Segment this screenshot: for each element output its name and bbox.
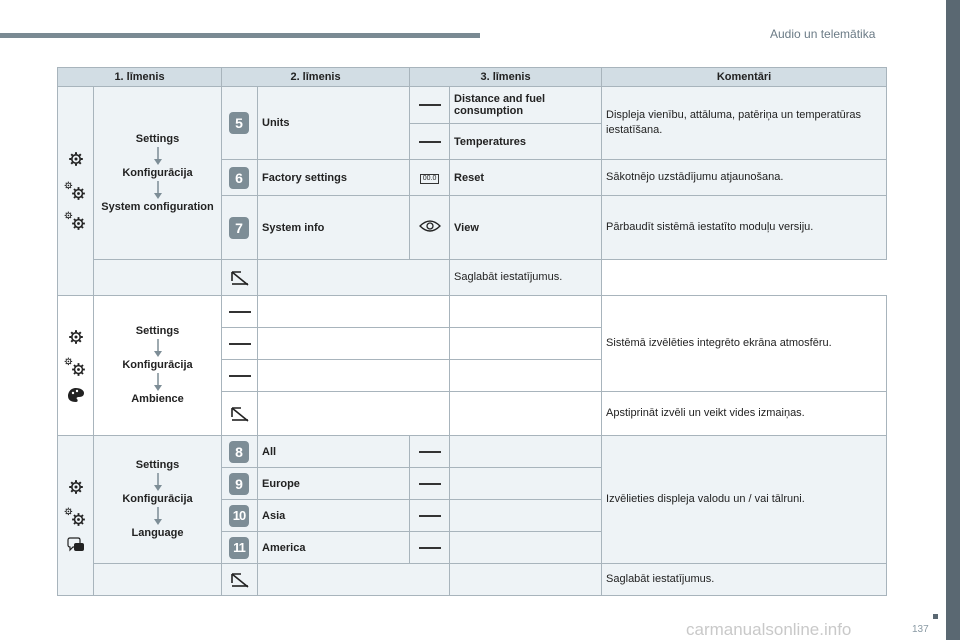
arrow-down-icon xyxy=(153,373,163,392)
menu-konfiguracija: Konfigurācija xyxy=(122,359,193,371)
reset-label[interactable]: Reset xyxy=(450,160,602,196)
option-cell[interactable] xyxy=(222,360,258,392)
header-level3: 3. līmenis xyxy=(410,68,602,87)
badge-cell xyxy=(222,532,258,564)
back-cell[interactable] xyxy=(222,392,258,436)
header-level2: 2. līmenis xyxy=(222,68,410,87)
distance-fuel-label[interactable]: Distance and fuel consumption xyxy=(450,87,602,124)
ambience-comment: Sistēmā izvēlēties integrēto ekrāna atmosfēru. xyxy=(602,296,887,392)
option-cell[interactable] xyxy=(410,500,450,532)
empty-cell xyxy=(450,468,602,500)
step-badge: 5 xyxy=(229,112,249,134)
level1-menu-path xyxy=(94,436,222,564)
eye-icon xyxy=(419,219,441,233)
level1-menu-path xyxy=(94,87,222,260)
language-comment: Izvēlieties displeja valodu un / vai tālruni. xyxy=(602,436,887,564)
option-cell xyxy=(410,124,450,160)
palette-icon xyxy=(67,387,85,403)
language-save-comment: Saglabāt iestatījumus. xyxy=(602,564,887,596)
option-cell xyxy=(410,160,450,196)
level1-icons xyxy=(58,87,94,296)
dash-icon xyxy=(419,451,441,453)
empty-cell xyxy=(258,260,450,296)
empty-cell xyxy=(258,360,450,392)
table-header-row xyxy=(58,68,887,87)
menu-konfiguracija: Konfigurācija xyxy=(122,166,193,179)
dash-icon xyxy=(229,311,251,313)
temperatures-label[interactable]: Temperatures xyxy=(450,124,602,160)
empty-cell xyxy=(258,392,450,436)
step-badge: 11 xyxy=(229,537,249,559)
factory-comment: Sākotnējo uzstādījumu atjaunošana. xyxy=(602,160,887,196)
menu-ambience: Ambience xyxy=(131,393,184,405)
dash-icon xyxy=(419,547,441,549)
dash-icon xyxy=(419,483,441,485)
gears-icon xyxy=(64,357,88,377)
arrow-down-icon xyxy=(153,147,163,166)
arrow-down-icon xyxy=(153,339,163,358)
arrow-down-icon xyxy=(153,181,163,200)
header-comments: Komentāri xyxy=(602,68,887,87)
badge-cell xyxy=(222,500,258,532)
side-tab xyxy=(946,0,960,640)
all-label[interactable]: All xyxy=(258,436,410,468)
option-cell[interactable] xyxy=(410,532,450,564)
units-comment: Displeja vienību, attāluma, patēriņa un temperatūras iestatīšana. xyxy=(602,87,887,160)
option-cell[interactable] xyxy=(410,436,450,468)
gear-icon xyxy=(68,329,84,345)
option-cell[interactable] xyxy=(222,296,258,328)
gears-icon xyxy=(64,507,88,527)
gears-icon xyxy=(64,181,88,201)
option-cell xyxy=(410,87,450,124)
side-marker xyxy=(933,614,938,619)
arrow-down-icon xyxy=(153,507,163,526)
save-comment: Saglabāt iestatījumus. xyxy=(450,260,602,296)
arrow-down-icon xyxy=(153,473,163,492)
empty-cell xyxy=(450,392,602,436)
system-info-comment: Pārbaudīt sistēmā iestatīto moduļu versiju. xyxy=(602,196,887,260)
gear-icon xyxy=(68,479,84,495)
menu-settings: Settings xyxy=(135,132,180,145)
header-bar xyxy=(0,33,480,38)
dash-icon xyxy=(419,104,441,106)
factory-settings-label[interactable]: Factory settings xyxy=(258,160,410,196)
america-label[interactable]: America xyxy=(258,532,410,564)
units-label[interactable]: Units xyxy=(258,87,410,160)
badge-cell xyxy=(222,468,258,500)
back-arrow-icon[interactable] xyxy=(229,571,251,589)
dash-icon xyxy=(419,515,441,517)
menu-settings: Settings xyxy=(135,459,180,471)
level1-menu-path xyxy=(94,296,222,436)
step-badge: 8 xyxy=(229,441,249,463)
empty-cell xyxy=(450,436,602,468)
badge-cell xyxy=(222,436,258,468)
watermark: carmanualsonline.info xyxy=(686,620,852,639)
option-cell[interactable] xyxy=(222,328,258,360)
empty-cell xyxy=(258,296,450,328)
empty-cell xyxy=(258,328,450,360)
counter-icon: 00.0 xyxy=(420,174,440,184)
menu-konfiguracija: Konfigurācija xyxy=(122,493,193,505)
back-arrow-icon[interactable] xyxy=(229,269,251,287)
europe-label[interactable]: Europe xyxy=(258,468,410,500)
step-badge: 6 xyxy=(229,167,249,189)
back-cell[interactable] xyxy=(222,260,258,296)
speech-bubble-icon xyxy=(66,537,86,553)
badge-cell xyxy=(222,160,258,196)
header-level1: 1. līmenis xyxy=(58,68,222,87)
step-badge: 9 xyxy=(229,473,249,495)
menu-language: Language xyxy=(131,527,184,539)
dash-icon xyxy=(229,343,251,345)
back-cell[interactable] xyxy=(222,564,258,596)
gears-icon xyxy=(64,211,88,231)
step-badge: 7 xyxy=(229,217,249,239)
menu-settings: Settings xyxy=(135,325,180,337)
badge-cell xyxy=(222,87,258,160)
empty-cell xyxy=(450,532,602,564)
empty-cell xyxy=(258,564,450,596)
badge-cell xyxy=(222,196,258,260)
dash-icon xyxy=(419,141,441,143)
section-title: Audio un telemātika xyxy=(770,27,876,41)
view-label[interactable]: View xyxy=(450,196,602,260)
gear-icon xyxy=(68,151,84,167)
level1-icons xyxy=(58,436,94,596)
empty-cell xyxy=(94,260,222,296)
empty-cell xyxy=(450,360,602,392)
dash-icon xyxy=(229,375,251,377)
menu-system-configuration: System configuration xyxy=(101,200,214,213)
settings-table xyxy=(57,67,887,596)
empty-cell xyxy=(450,296,602,328)
option-cell xyxy=(410,196,450,260)
empty-cell xyxy=(450,500,602,532)
asia-label[interactable]: Asia xyxy=(258,500,410,532)
empty-cell xyxy=(94,564,222,596)
option-cell[interactable] xyxy=(410,468,450,500)
page-number: 137 xyxy=(912,624,929,635)
level1-icons xyxy=(58,296,94,436)
step-badge: 10 xyxy=(229,505,249,527)
system-info-label[interactable]: System info xyxy=(258,196,410,260)
empty-cell xyxy=(450,328,602,360)
back-arrow-icon[interactable] xyxy=(229,405,251,423)
ambience-confirm-comment: Apstiprināt izvēli un veikt vides izmaiņas. xyxy=(602,392,887,436)
empty-cell xyxy=(450,564,602,596)
